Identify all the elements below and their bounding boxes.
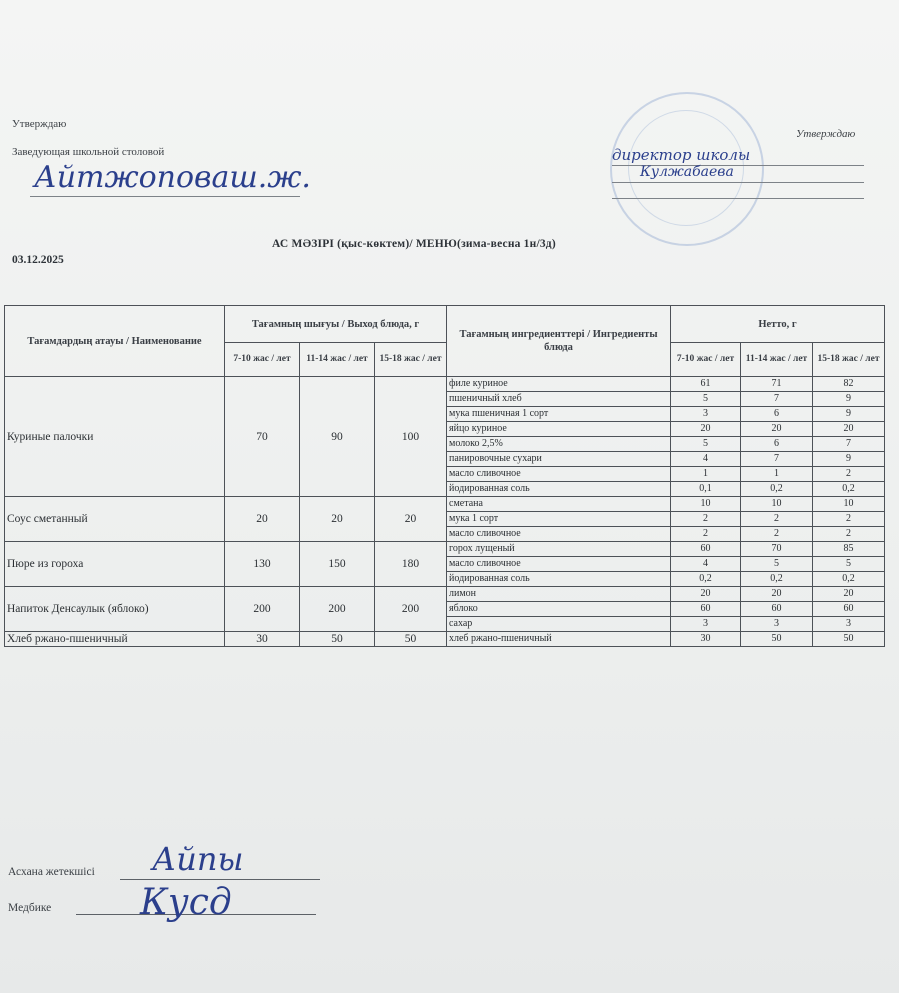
header-yield-age-7-10: 7-10 жас / лет [225,343,300,377]
ingredient-name: панировочные сухари [447,452,671,467]
ingredient-net: 9 [813,452,885,467]
ingredient-net: 20 [741,587,813,602]
ingredient-net: 7 [741,392,813,407]
menu-table [4,305,885,647]
ingredient-name: горох лущеный [447,542,671,557]
ingredient-net: 10 [671,497,741,512]
dish-yield: 50 [300,632,375,647]
ingredient-net: 2 [741,512,813,527]
ingredient-net: 20 [741,422,813,437]
ingredient-net: 71 [741,377,813,392]
dish-name: Куриные палочки [5,377,225,497]
table-row [5,377,885,392]
dish-yield: 130 [225,542,300,587]
ingredient-name: яблоко [447,602,671,617]
ingredient-net: 5 [813,557,885,572]
cook-signature-line [120,879,320,880]
ingredient-net: 5 [671,392,741,407]
ingredient-net: 5 [671,437,741,452]
ingredient-name: масло сливочное [447,467,671,482]
ingredient-net: 60 [671,542,741,557]
ingredient-net: 0,2 [741,482,813,497]
header-ingredients: Тағамның ингредиенттері / Ингредиенты блюда [447,306,671,377]
header-dish-name: Тағамдардың атауы / Наименование [5,306,225,377]
cook-signature: Айпы [152,840,244,878]
ingredient-net: 50 [741,632,813,647]
dish-name: Хлеб ржано-пшеничный [5,632,225,647]
ingredient-name: хлеб ржано-пшеничный [447,632,671,647]
ingredient-net: 4 [671,557,741,572]
right-line-3 [612,198,864,199]
dish-yield: 20 [375,497,447,542]
ingredient-net: 60 [813,602,885,617]
right-signature-name: Кулжабаева [640,164,734,180]
ingredient-net: 3 [741,617,813,632]
approve-right-label: Утверждаю [796,128,856,140]
dish-yield: 50 [375,632,447,647]
ingredient-net: 9 [813,407,885,422]
ingredient-net: 3 [671,407,741,422]
ingredient-name: йодированная соль [447,572,671,587]
header-net-age-11-14: 11-14 жас / лет [741,343,813,377]
dish-name: Соус сметанный [5,497,225,542]
dish-yield: 150 [300,542,375,587]
ingredient-net: 4 [671,452,741,467]
dish-name: Напиток Денсаулык (яблоко) [5,587,225,632]
right-line-2 [612,182,864,183]
ingredient-net: 2 [671,527,741,542]
table-row [5,497,885,512]
header-net: Нетто, г [671,306,885,343]
ingredient-net: 2 [813,467,885,482]
ingredient-net: 20 [813,422,885,437]
ingredient-net: 2 [813,512,885,527]
header-net-age-15-18: 15-18 жас / лет [813,343,885,377]
table-row [5,542,885,557]
table-row [5,587,885,602]
nurse-label: Медбике [8,902,52,914]
ingredient-net: 30 [671,632,741,647]
ingredient-net: 2 [671,512,741,527]
dish-yield: 20 [225,497,300,542]
ingredient-net: 3 [671,617,741,632]
ingredient-net: 2 [813,527,885,542]
left-signature-line [30,196,300,197]
head-canteen-label: Заведующая школьной столовой [12,146,165,158]
ingredient-net: 0,2 [813,482,885,497]
dish-yield: 200 [225,587,300,632]
dish-yield: 20 [300,497,375,542]
ingredient-net: 7 [813,437,885,452]
dish-yield: 70 [225,377,300,497]
header-yield-age-15-18: 15-18 жас / лет [375,343,447,377]
ingredient-net: 20 [813,587,885,602]
ingredient-net: 10 [741,497,813,512]
header-yield: Тағамның шығуы / Выход блюда, г [225,306,447,343]
ingredient-net: 6 [741,437,813,452]
ingredient-name: масло сливочное [447,527,671,542]
ingredient-net: 82 [813,377,885,392]
approve-left-label: Утверждаю [12,118,67,130]
right-signature-title: директор школы [612,146,751,164]
ingredient-name: яйцо куриное [447,422,671,437]
ingredient-name: йодированная соль [447,482,671,497]
table-row [5,632,885,647]
ingredient-name: лимон [447,587,671,602]
ingredient-net: 61 [671,377,741,392]
menu-table-body [5,377,885,647]
ingredient-net: 5 [741,557,813,572]
ingredient-net: 0,1 [671,482,741,497]
dish-yield: 90 [300,377,375,497]
ingredient-net: 6 [741,407,813,422]
ingredient-net: 0,2 [813,572,885,587]
ingredient-net: 85 [813,542,885,557]
dish-yield: 200 [375,587,447,632]
header-net-age-7-10: 7-10 жас / лет [671,343,741,377]
ingredient-name: мука 1 сорт [447,512,671,527]
dish-name: Пюре из гороха [5,542,225,587]
ingredient-net: 20 [671,587,741,602]
ingredient-net: 60 [741,602,813,617]
dish-yield: 200 [300,587,375,632]
ingredient-name: сметана [447,497,671,512]
left-signature: Айтжоповаш.ж. [34,160,311,195]
header-yield-age-11-14: 11-14 жас / лет [300,343,375,377]
ingredient-net: 3 [813,617,885,632]
ingredient-net: 9 [813,392,885,407]
ingredient-net: 0,2 [741,572,813,587]
ingredient-name: молоко 2,5% [447,437,671,452]
ingredient-name: сахар [447,617,671,632]
ingredient-net: 1 [671,467,741,482]
ingredient-net: 20 [671,422,741,437]
ingredient-net: 70 [741,542,813,557]
ingredient-net: 0,2 [671,572,741,587]
ingredient-name: пшеничный хлеб [447,392,671,407]
dish-yield: 180 [375,542,447,587]
ingredient-net: 7 [741,452,813,467]
ingredient-name: филе куриное [447,377,671,392]
ingredient-net: 60 [671,602,741,617]
ingredient-net: 2 [741,527,813,542]
ingredient-name: масло сливочное [447,557,671,572]
dish-yield: 100 [375,377,447,497]
ingredient-net: 50 [813,632,885,647]
cook-label: Асхана жетекшісі [8,866,95,878]
menu-date: 03.12.2025 [12,254,64,266]
menu-title: АС МӘЗІРІ (қыс-көктем)/ МЕНЮ(зима-весна 1н/3д) [272,238,556,250]
ingredient-name: мука пшеничная 1 сорт [447,407,671,422]
nurse-signature: Кусд [140,882,232,923]
ingredient-net: 10 [813,497,885,512]
dish-yield: 30 [225,632,300,647]
ingredient-net: 1 [741,467,813,482]
